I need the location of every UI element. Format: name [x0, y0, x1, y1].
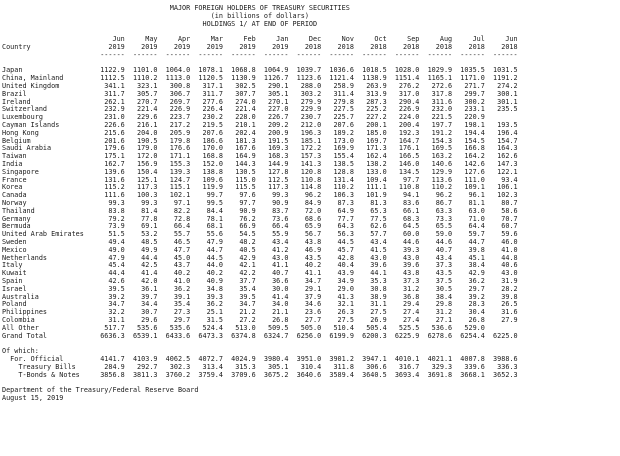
footer-source: Department of the Treasury/Federal Reserve Board: [2, 386, 199, 395]
table-row: Japan 1122.9 1101.0 1064.0 1078.1 1068.8 1064.9 1039.7 1036.6 1018.5 1028.0 1029.9 1035.5 1031.5: [2, 66, 518, 75]
table-row: Spain 42.6 42.0 41.0 40.9 37.7 36.6 34.7 34.9 35.3 37.3 37.5 36.2 31.9: [2, 277, 518, 285]
table-row: Hong Kong 215.6 204.0 205.9 207.6 202.4 200.9 196.3 189.2 185.0 192.3 191.2 194.4 196.4: [2, 128, 518, 137]
table-row: Ireland 262.1 270.7 269.7 277.6 274.0 270.1 279.9 279.8 287.3 290.4 311.6 300.2 301.1: [2, 97, 518, 106]
table-row: Colombia 31.1 29.6 29.7 31.5 27.2 26.8 27.7 27.5 26.9 27.4 27.1 26.8 27.9: [2, 316, 518, 324]
table-subrow: T-Bonds & Notes 3856.8 3811.3 3760.2 3759.4 3709.6 3675.2 3640.6 3589.4 3640.5 3693.4 3691.8 3668.1 3652.3: [2, 370, 518, 379]
report-title-line: (in billions of dollars): [2, 11, 309, 20]
table-row: Brazil 311.7 305.7 306.7 311.7 307.7 305.1 303.2 311.4 313.9 317.0 317.8 299.7 300.1: [2, 89, 518, 98]
table-row: France 131.6 125.1 124.7 109.6 115.0 112.5 110.8 131.4 109.4 97.7 113.6 111.0 93.4: [2, 175, 518, 184]
column-header-rule: ------ ------ ------ ------ ------ ------ ------ ------ ------ ------ ------ ------ ------: [2, 50, 518, 59]
table-row: Korea 115.2 117.3 115.1 119.9 115.5 117.3 114.8 110.2 111.1 110.8 110.2 109.1 106.1: [2, 183, 518, 192]
table-row: United Arab Emirates 51.5 53.2 55.7 55.6 54.5 55.9 56.7 56.3 57.7 60.0 59.0 59.7 59.6: [2, 230, 518, 239]
column-header-years: Country 2019 2019 2019 2019 2019 2019 2018 2018 2018 2018 2018 2018 2018: [2, 43, 518, 51]
table-row: Thailand 83.8 81.4 82.2 84.4 90.9 83.7 72.0 64.9 65.3 66.1 63.3 63.0 58.6: [2, 206, 518, 215]
table-row: Saudi Arabia 179.6 179.0 176.6 170.0 167.6 169.3 172.2 169.9 171.3 176.1 169.5 166.8 164.3: [2, 144, 518, 153]
table-row: Luxembourg 231.0 229.6 223.7 230.2 228.0 226.7 230.7 225.7 227.2 224.0 221.5 220.9: [2, 113, 518, 122]
report-title-line: MAJOR FOREIGN HOLDERS OF TREASURY SECURITIES: [2, 4, 350, 12]
table-row: United Kingdom 341.1 323.1 300.8 317.1 302.5 290.1 288.0 258.9 263.9 276.2 272.6 271.7 274.2: [2, 82, 518, 90]
table-row: Germany 79.2 77.8 72.8 78.1 76.2 73.6 68.6 77.7 77.5 68.3 73.3 71.0 70.7: [2, 214, 518, 223]
table-row: Norway 99.3 99.3 97.1 99.5 97.7 90.9 84.9 87.3 81.3 83.6 86.7 81.1 80.7: [2, 199, 518, 207]
table-row: Grand Total 6636.3 6539.1 6433.6 6473.3 6374.8 6324.7 6256.0 6199.9 6200.3 6225.9 6278.6 6254.4 6225.0: [2, 331, 518, 340]
table-row: All Other 517.7 535.6 535.6 524.4 513.0 509.5 505.0 510.4 505.4 525.5 536.6 529.0: [2, 323, 518, 332]
footer-date: August 15, 2019: [2, 394, 64, 402]
table-row: Kuwait 44.4 41.4 40.2 40.2 42.2 40.7 41.1 43.9 44.1 43.8 43.5 42.9 43.0: [2, 269, 518, 278]
table-subrow: For. Official 4141.7 4103.9 4062.5 4072.7 4024.9 3980.4 3951.0 3901.2 3947.1 4010.1 4021.1 4007.8 3988.6: [2, 355, 518, 363]
table-row: Taiwan 175.1 172.0 171.1 168.8 164.9 168.3 157.3 155.4 162.4 166.5 163.2 164.2 162.6: [2, 152, 518, 161]
table-row: Philippines 32.2 30.7 27.3 25.1 21.2 21.1 23.6 26.3 27.5 27.4 31.2 30.4 31.6: [2, 308, 518, 317]
table-row: India 162.7 156.9 155.3 152.0 144.3 144.9 141.3 138.5 138.2 146.0 140.6 142.6 147.3: [2, 160, 518, 168]
table-row: Italy 45.4 42.5 43.7 44.0 42.1 41.1 40.2 40.4 39.6 39.6 37.3 38.4 40.6: [2, 261, 518, 270]
table-row: Netherlands 47.9 44.4 45.0 44.5 42.9 43.0 43.5 42.8 43.0 43.0 43.4 45.1 44.8: [2, 253, 518, 262]
table-row: Bermuda 73.9 69.1 66.4 68.1 66.9 66.4 65.9 64.3 62.6 64.5 65.5 64.4 60.7: [2, 222, 518, 231]
of-which-label: Of which:: [2, 347, 39, 356]
table-row: Belgium 201.6 190.5 179.8 186.6 181.3 191.5 185.1 173.0 169.7 164.7 154.3 154.5 154.7: [2, 136, 518, 145]
table-row: Mexico 49.0 49.9 47.7 44.7 40.5 41.2 46.9 45.7 41.5 39.3 40.7 39.8 41.0: [2, 245, 518, 254]
table-row: Australia 39.2 39.7 39.1 39.3 39.5 41.4 37.9 41.3 38.9 36.8 38.4 39.2 39.8: [2, 292, 518, 301]
report-title-line: HOLDINGS 1/ AT END OF PERIOD: [2, 19, 318, 28]
table-row: Canada 111.6 100.3 102.1 99.7 97.6 99.3 96.2 106.3 101.9 94.1 96.2 96.1 102.3: [2, 191, 518, 200]
table-row: Switzerland 232.9 221.4 226.9 226.4 221.4 227.0 229.9 227.5 225.2 226.9 232.0 233.1 235.5: [2, 105, 518, 114]
table-row: Poland 34.7 34.4 35.4 36.2 34.7 34.0 34.6 32.1 31.1 29.4 29.8 28.3 26.5: [2, 300, 518, 309]
table-row: Singapore 139.6 150.4 139.3 138.8 130.5 127.8 120.8 128.8 133.0 134.5 129.9 127.6 122.1: [2, 167, 518, 176]
table-row: Israel 39.5 36.1 36.2 34.8 35.4 30.0 29.1 29.0 30.8 31.2 30.5 29.7 28.2: [2, 284, 518, 293]
table-subrow: Treasury Bills 284.9 292.7 302.3 313.4 315.3 305.1 310.4 311.8 306.6 316.7 329.3 339.6 336.3: [2, 362, 518, 371]
column-header-months: Jun May Apr Mar Feb Jan Dec Nov Oct Sep Aug Jul Jun: [2, 35, 518, 44]
table-row: Sweden 49.4 48.5 46.5 47.9 48.2 43.4 43.8 44.5 43.4 44.6 44.6 44.7 46.0: [2, 238, 518, 246]
table-row: Cayman Islands 226.6 216.1 217.2 219.5 210.1 209.2 212.0 207.6 200.1 200.4 197.7 198.1 193.5: [2, 121, 518, 129]
table-row: China, Mainland 1112.5 1110.2 1113.0 1120.5 1130.9 1126.7 1123.6 1121.4 1138.9 1151.4 1165.1 1171.0 1191.2: [2, 74, 518, 83]
